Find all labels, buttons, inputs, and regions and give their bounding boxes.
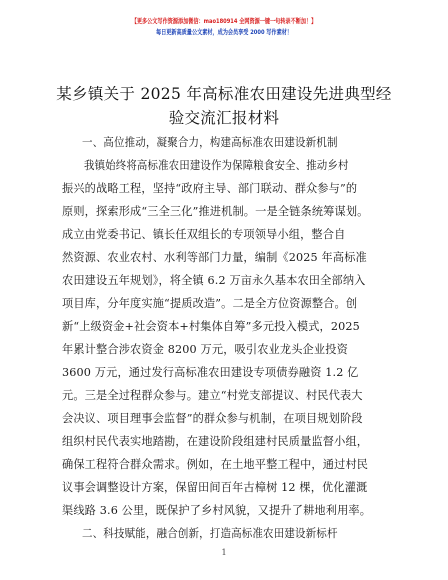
document-title-line-2: 验交流汇报材料 (168, 109, 280, 127)
document-title-line-1: 某乡镇关于 2025 年高标准农田建设先进典型经 (56, 85, 392, 103)
body-text-line: 年累计整合涉农资金 8200 万元，吸引农业龙头企业投资 (62, 343, 348, 356)
section-heading-1: 一、高位推动，凝聚合力，构建高标准农田建设新机制 (82, 136, 338, 149)
body-text-line: 农田建设五年规划》，将全镇 6.2 万亩永久基本农田全部纳入 (62, 274, 366, 287)
body-text-line: 原则，探索形成“三全三化”推进机制。一是全链条统筹谋划。 (62, 205, 369, 218)
body-text-line: 然资源、农业农村、水利等部门力量，编制《2025 年高标准 (62, 251, 367, 264)
body-text-line: 确保工程符合群众需求。例如，在土地平整工程中，通过村民 (62, 458, 369, 471)
body-text-line: 组织村民代表实地踏勘，在建设阶段组建村民质量监督小组， (62, 435, 369, 448)
body-text-line: 项目库，分年度实施“提质改造”。二是全方位资源整合。创 (62, 297, 358, 310)
body-text-line: 会决议、项目理事会监督”的群众参与机制，在项目规划阶段 (62, 412, 363, 425)
body-text-line: 振兴的战略工程，坚持“政府主导、部门联动、群众参与”的 (62, 182, 358, 195)
promo-banner-line-1: 【更多公文写作资源添加微信：mao180914 全网资源一键一句转录不断加！】 (131, 17, 317, 25)
page-number: 1 (221, 548, 227, 557)
section-heading-2: 二、科技赋能，融合创新，打造高标准农田建设新标杆 (82, 527, 338, 540)
promo-banner-line-2: 每日更新高质量公文素材，成为会员享受 2000 写作素材！ (155, 28, 292, 36)
body-text-line: 成立由党委书记、镇长任双组长的专项领导小组，整合自 (62, 228, 346, 241)
body-text-line: 议事会调整设计方案，保留田间百年古樟树 12 棵，优化灌溉 (62, 481, 368, 494)
body-text-line: 元。三是全过程群众参与。建立“村党支部提议、村民代表大 (62, 389, 363, 402)
body-text-line: 3600 万元，通过发行高标准农田建设专项债券融资 1.2 亿 (62, 366, 359, 379)
body-text-line: 渠线路 3.6 公里，既保护了乡村风貌，又提升了耕地利用率。 (62, 504, 372, 517)
body-text-line: 新“上级资金+社会资本+村集体自筹”多元投入模式，2025 (62, 320, 360, 333)
body-text-line: 我镇始终将高标准农田建设作为保障粮食安全、推动乡村 (84, 159, 349, 172)
